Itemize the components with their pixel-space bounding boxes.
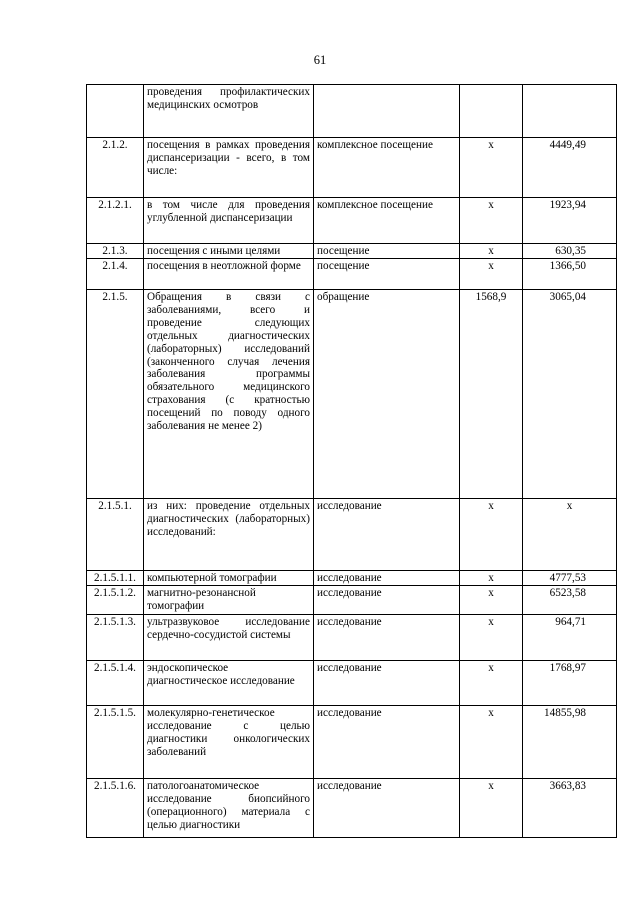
row-cost: 3663,83 [523,779,617,838]
row-cost: 1366,50 [523,259,617,290]
row-unit: комплексное посещение [314,138,460,198]
table-row [87,661,617,706]
row-norm: х [460,706,523,779]
row-name: в том числе для проведения углубленной диспансеризации [144,198,314,244]
row-cost: 4449,49 [523,138,617,198]
row-unit: посещение [314,244,460,259]
row-number: 2.1.2. [87,138,144,198]
tariff-table [86,84,617,838]
row-number: 2.1.5.1.6. [87,779,144,838]
row-unit: исследование [314,706,460,779]
row-name: из них: проведение отдельных диагностических (лабораторных) исследований: [144,499,314,571]
row-unit: исследование [314,615,460,661]
table-row [87,615,617,661]
row-norm: х [460,198,523,244]
row-number: 2.1.4. [87,259,144,290]
row-cost: 630,35 [523,244,617,259]
row-cost: 6523,58 [523,586,617,615]
row-number: 2.1.5.1.1. [87,571,144,586]
row-name: посещения с иными целями [144,244,314,259]
table-row [87,779,617,838]
row-number: 2.1.5.1.3. [87,615,144,661]
row-name: посещения в рамках проведения диспансеризации - всего, в том числе: [144,138,314,198]
row-number: 2.1.5. [87,290,144,499]
row-unit: посещение [314,259,460,290]
row-cost: 3065,04 [523,290,617,499]
row-norm: 1568,9 [460,290,523,499]
row-name: ультразвуковое исследование сердечно-сосудистой системы [144,615,314,661]
row-norm: х [460,244,523,259]
table-row [87,198,617,244]
row-unit: комплексное посещение [314,198,460,244]
row-norm: х [460,586,523,615]
row-name: молекулярно-генетическое исследование с целью диагностики онкологических заболеваний [144,706,314,779]
row-number: 2.1.2.1. [87,198,144,244]
row-unit: исследование [314,499,460,571]
table-row [87,85,617,138]
row-name: компьютерной томографии [144,571,314,586]
table-row [87,244,617,259]
table-row [87,586,617,615]
row-name: проведения профилактических медицинских осмотров [144,85,314,138]
row-norm: х [460,571,523,586]
row-norm: х [460,661,523,706]
row-norm: х [460,259,523,290]
tariff-table-body [87,85,617,838]
table-row [87,138,617,198]
row-unit [314,85,460,138]
row-unit: исследование [314,586,460,615]
row-cost: 1923,94 [523,198,617,244]
row-cost [523,85,617,138]
row-unit: исследование [314,571,460,586]
page-number: 61 [313,53,327,67]
row-cost: х [523,499,617,571]
row-norm: х [460,138,523,198]
row-cost: 1768,97 [523,661,617,706]
row-number: 2.1.5.1. [87,499,144,571]
table-row [87,706,617,779]
table-row [87,499,617,571]
table-row [87,571,617,586]
table-row [87,259,617,290]
row-name: посещения в неотложной форме [144,259,314,290]
row-cost: 964,71 [523,615,617,661]
row-unit: исследование [314,779,460,838]
row-name: эндоскопическое диагностическое исследование [144,661,314,706]
row-name: патологоанатомическое исследование биопсийного (операционного) материала с целью диагностики [144,779,314,838]
row-number: 2.1.3. [87,244,144,259]
table-row [87,290,617,499]
row-number [87,85,144,138]
row-cost: 4777,53 [523,571,617,586]
row-name: Обращения в связи с заболеваниями, всего и проведение следующих отдельных диагностических (лабораторных) исследований (законченного случая лечения заболевания программы обязательного медицинского страхования (с кратностью посещений по поводу одного заболевания не менее 2) [144,290,314,499]
row-cost: 14855,98 [523,706,617,779]
row-norm: х [460,499,523,571]
row-norm: х [460,779,523,838]
row-name: магнитно-резонансной томографии [144,586,314,615]
row-unit: исследование [314,661,460,706]
row-norm: х [460,615,523,661]
row-number: 2.1.5.1.5. [87,706,144,779]
row-unit: обращение [314,290,460,499]
row-number: 2.1.5.1.2. [87,586,144,615]
row-number: 2.1.5.1.4. [87,661,144,706]
row-norm [460,85,523,138]
